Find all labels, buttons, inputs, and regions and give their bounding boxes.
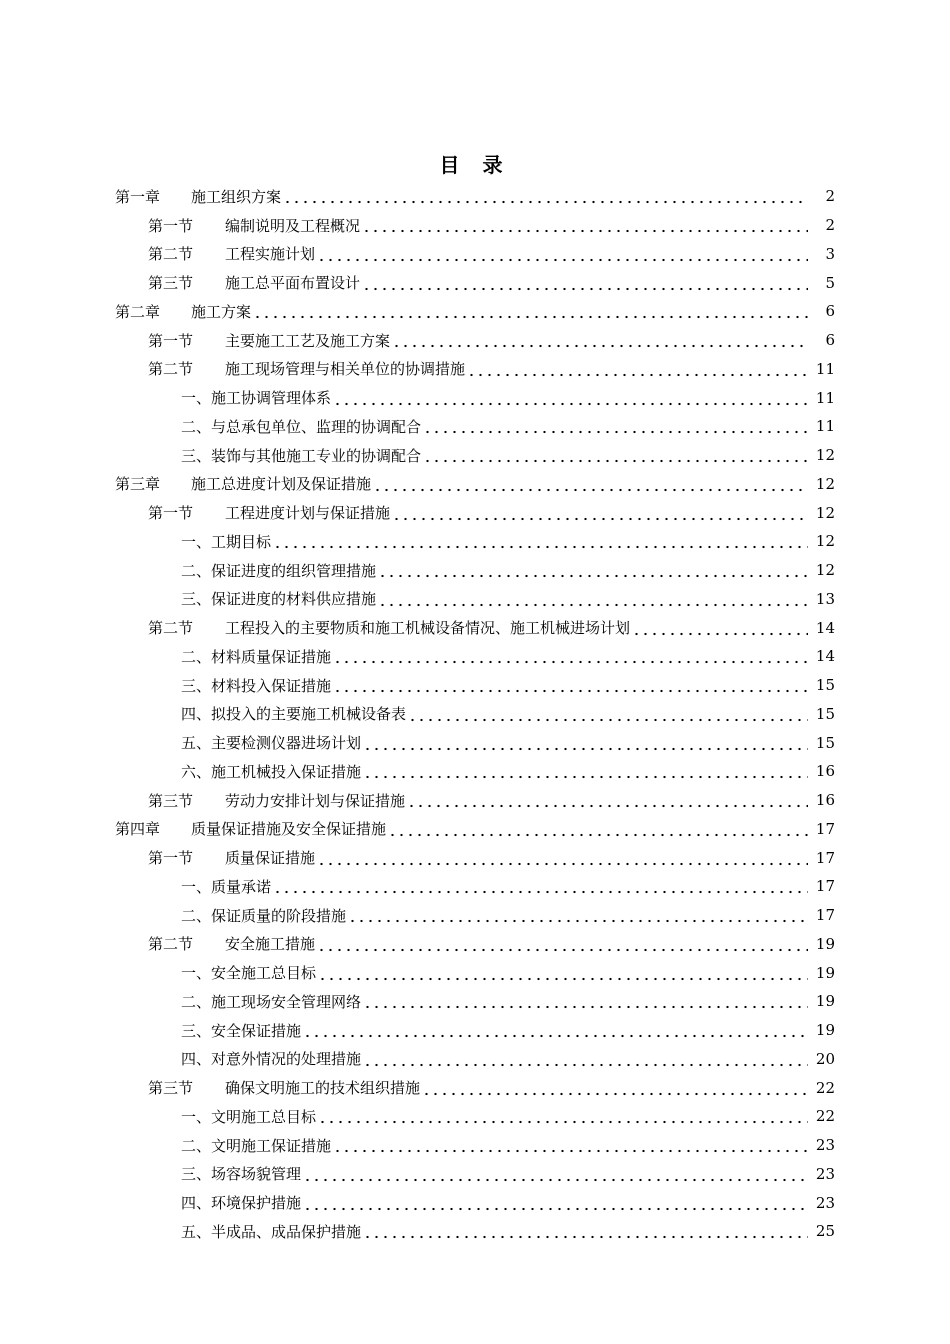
toc-dot-leader xyxy=(363,762,808,780)
toc-page-number: 12 xyxy=(815,474,835,493)
toc-title: 目 录 xyxy=(439,153,511,177)
toc-entry-title: 四、对意外情况的处理措施 xyxy=(181,1050,362,1069)
toc-entry[interactable] xyxy=(115,297,950,326)
toc-entry-title: 施工总进度计划及保证措施 xyxy=(191,475,372,494)
toc-entry[interactable] xyxy=(148,240,950,269)
toc-entry[interactable] xyxy=(115,815,950,844)
toc-dot-leader xyxy=(317,849,808,867)
toc-dot-leader xyxy=(318,964,808,982)
toc-page-number: 19 xyxy=(815,934,835,953)
toc-entry-title: 二、与总承包单位、监理的协调配合 xyxy=(181,417,422,436)
toc-section-number: 第一节 xyxy=(148,504,194,523)
toc-entry[interactable] xyxy=(181,1217,950,1246)
toc-page-number: 11 xyxy=(815,417,835,436)
toc-dot-leader xyxy=(363,1050,808,1068)
toc-entry[interactable] xyxy=(148,930,950,959)
toc-entry-title: 一、安全施工总目标 xyxy=(181,964,317,983)
toc-entry-title: 劳动力安排计划与保证措施 xyxy=(225,791,406,810)
toc-entry-title: 五、半成品、成品保护措施 xyxy=(181,1222,362,1241)
toc-dot-leader xyxy=(632,619,808,637)
toc-dot-leader xyxy=(273,877,808,895)
toc-dot-leader xyxy=(422,1079,808,1097)
toc-entry[interactable] xyxy=(181,700,950,729)
toc-entry[interactable] xyxy=(181,1160,950,1189)
toc-dot-leader xyxy=(423,417,808,435)
toc-page-number: 17 xyxy=(815,819,835,838)
toc-page-number: 15 xyxy=(815,676,835,695)
toc-dot-leader xyxy=(363,992,808,1010)
toc-page-number: 11 xyxy=(815,359,835,378)
toc-page-number: 5 xyxy=(825,273,835,292)
toc-entry-title: 五、主要检测仪器进场计划 xyxy=(181,734,362,753)
toc-dot-leader xyxy=(283,187,808,205)
toc-entry[interactable] xyxy=(148,498,950,527)
toc-page-number: 15 xyxy=(815,704,835,723)
toc-dot-leader xyxy=(273,532,808,550)
toc-section-number: 第三节 xyxy=(148,1079,194,1098)
toc-entry[interactable] xyxy=(181,728,950,757)
toc-entry-title: 三、材料投入保证措施 xyxy=(181,676,332,695)
toc-entry[interactable] xyxy=(181,1188,950,1217)
toc-entry-title: 六、施工机械投入保证措施 xyxy=(181,762,362,781)
toc-entry[interactable] xyxy=(148,613,950,642)
toc-page-number: 3 xyxy=(825,244,835,263)
toc-section-number: 第一节 xyxy=(148,216,194,235)
toc-entry[interactable] xyxy=(148,786,950,815)
toc-entry[interactable] xyxy=(181,987,950,1016)
toc-section-number: 第三节 xyxy=(148,791,194,810)
toc-entry[interactable] xyxy=(181,556,950,585)
toc-page-number: 16 xyxy=(815,762,835,781)
toc-dot-leader xyxy=(317,935,808,953)
toc-dot-leader xyxy=(408,705,808,723)
toc-section-number: 第二节 xyxy=(148,360,194,379)
toc-dot-leader xyxy=(392,331,808,349)
toc-page-number: 16 xyxy=(815,791,835,810)
toc-page-number: 14 xyxy=(815,647,835,666)
toc-entry[interactable] xyxy=(148,1073,950,1102)
toc-entry[interactable] xyxy=(148,211,950,240)
toc-entry[interactable] xyxy=(181,1016,950,1045)
toc-page-number: 2 xyxy=(825,216,835,235)
toc-dot-leader xyxy=(348,906,808,924)
toc-entry[interactable] xyxy=(115,182,950,211)
toc-list xyxy=(0,182,950,1246)
toc-page-number: 19 xyxy=(815,992,835,1011)
toc-entry-title: 工程实施计划 xyxy=(225,245,316,264)
toc-entry-title: 质量保证措施 xyxy=(225,849,316,868)
toc-dot-leader xyxy=(363,1222,808,1240)
toc-entry-title: 四、拟投入的主要施工机械设备表 xyxy=(181,705,407,724)
toc-page-number: 17 xyxy=(815,877,835,896)
toc-page-number: 23 xyxy=(815,1164,835,1183)
toc-page-number: 17 xyxy=(815,906,835,925)
toc-section-number: 第二节 xyxy=(148,935,194,954)
toc-entry-title: 二、文明施工保证措施 xyxy=(181,1136,332,1155)
toc-entry[interactable] xyxy=(181,1045,950,1074)
toc-entry[interactable] xyxy=(148,326,950,355)
toc-page-number: 20 xyxy=(815,1049,835,1068)
toc-dot-leader xyxy=(333,647,808,665)
toc-dot-leader xyxy=(363,734,808,752)
toc-page-number: 15 xyxy=(815,733,835,752)
toc-entry-title: 施工组织方案 xyxy=(191,187,282,206)
toc-page-number: 2 xyxy=(825,187,835,206)
toc-entry-title: 一、工期目标 xyxy=(181,532,272,551)
toc-page-number: 19 xyxy=(815,963,835,982)
toc-dot-leader xyxy=(333,389,808,407)
toc-page-number: 11 xyxy=(815,388,835,407)
toc-entry[interactable] xyxy=(181,585,950,614)
toc-page-number: 25 xyxy=(815,1222,835,1241)
toc-entry[interactable] xyxy=(181,527,950,556)
toc-page-number: 17 xyxy=(815,848,835,867)
toc-page-number: 12 xyxy=(815,503,835,522)
toc-entry-title: 施工方案 xyxy=(191,302,252,321)
toc-entry-title: 质量保证措施及安全保证措施 xyxy=(191,820,387,839)
toc-entry-title: 二、材料质量保证措施 xyxy=(181,647,332,666)
toc-entry-title: 一、文明施工总目标 xyxy=(181,1107,317,1126)
toc-entry-title: 工程进度计划与保证措施 xyxy=(225,504,391,523)
toc-section-number: 第一节 xyxy=(148,331,194,350)
toc-entry[interactable] xyxy=(181,872,950,901)
toc-entry[interactable] xyxy=(181,958,950,987)
toc-dot-leader xyxy=(373,475,808,493)
toc-page-number: 22 xyxy=(815,1078,835,1097)
toc-entry-title: 施工总平面布置设计 xyxy=(225,274,361,293)
toc-entry[interactable] xyxy=(181,671,950,700)
toc-entry[interactable] xyxy=(115,470,950,499)
toc-entry-title: 二、施工现场安全管理网络 xyxy=(181,992,362,1011)
toc-page-number: 12 xyxy=(815,532,835,551)
toc-page-number: 23 xyxy=(815,1193,835,1212)
toc-page-number: 12 xyxy=(815,561,835,580)
toc-dot-leader xyxy=(333,1136,808,1154)
toc-entry-title: 三、装饰与其他施工专业的协调配合 xyxy=(181,446,422,465)
toc-page-number: 14 xyxy=(815,618,835,637)
toc-dot-leader xyxy=(467,360,808,378)
toc-entry-title: 编制说明及工程概况 xyxy=(225,216,361,235)
toc-dot-leader xyxy=(423,446,808,464)
toc-dot-leader xyxy=(333,676,808,694)
toc-entry[interactable] xyxy=(181,441,950,470)
toc-dot-leader xyxy=(362,274,808,292)
toc-entry[interactable] xyxy=(181,383,950,412)
toc-dot-leader xyxy=(317,245,808,263)
toc-dot-leader xyxy=(362,216,808,234)
toc-entry[interactable] xyxy=(181,901,950,930)
toc-entry-title: 三、场容场貌管理 xyxy=(181,1165,302,1184)
toc-section-number: 第二节 xyxy=(148,245,194,264)
toc-page-number: 19 xyxy=(815,1021,835,1040)
toc-chapter-number: 第三章 xyxy=(115,475,161,494)
toc-entry[interactable] xyxy=(181,757,950,786)
toc-page-number: 23 xyxy=(815,1136,835,1155)
toc-entry-title: 二、保证进度的组织管理措施 xyxy=(181,561,377,580)
toc-chapter-number: 第二章 xyxy=(115,302,161,321)
toc-entry-title: 三、安全保证措施 xyxy=(181,1021,302,1040)
toc-section-number: 第一节 xyxy=(148,849,194,868)
toc-entry-title: 施工现场管理与相关单位的协调措施 xyxy=(225,360,466,379)
toc-entry[interactable] xyxy=(181,1131,950,1160)
toc-dot-leader xyxy=(378,590,808,608)
toc-dot-leader xyxy=(392,504,808,522)
toc-entry-title: 安全施工措施 xyxy=(225,935,316,954)
toc-chapter-number: 第四章 xyxy=(115,820,161,839)
toc-dot-leader xyxy=(253,302,808,320)
toc-dot-leader xyxy=(318,1107,808,1125)
toc-entry-title: 三、保证进度的材料供应措施 xyxy=(181,590,377,609)
toc-section-number: 第三节 xyxy=(148,274,194,293)
toc-entry[interactable] xyxy=(181,1102,950,1131)
toc-entry-title: 确保文明施工的技术组织措施 xyxy=(225,1079,421,1098)
toc-entry-title: 主要施工工艺及施工方案 xyxy=(225,331,391,350)
toc-entry[interactable] xyxy=(181,412,950,441)
toc-page-number: 6 xyxy=(825,331,835,350)
toc-dot-leader xyxy=(303,1194,808,1212)
toc-page-number: 6 xyxy=(825,302,835,321)
toc-entry-title: 工程投入的主要物质和施工机械设备情况、施工机械进场计划 xyxy=(225,619,631,638)
toc-entry-title: 一、质量承诺 xyxy=(181,877,272,896)
toc-chapter-number: 第一章 xyxy=(115,187,161,206)
toc-entry[interactable] xyxy=(148,268,950,297)
toc-dot-leader xyxy=(407,791,808,809)
toc-dot-leader xyxy=(378,561,808,579)
toc-page-number: 12 xyxy=(815,446,835,465)
toc-dot-leader xyxy=(303,1165,808,1183)
toc-page-number: 22 xyxy=(815,1107,835,1126)
toc-entry-title: 四、环境保护措施 xyxy=(181,1194,302,1213)
toc-entry[interactable] xyxy=(148,355,950,384)
toc-entry-title: 二、保证质量的阶段措施 xyxy=(181,906,347,925)
toc-section-number: 第二节 xyxy=(148,619,194,638)
toc-dot-leader xyxy=(303,1021,808,1039)
toc-entry[interactable] xyxy=(148,843,950,872)
toc-entry[interactable] xyxy=(181,642,950,671)
toc-page-number: 13 xyxy=(815,589,835,608)
toc-entry-title: 一、施工协调管理体系 xyxy=(181,389,332,408)
toc-dot-leader xyxy=(388,820,808,838)
